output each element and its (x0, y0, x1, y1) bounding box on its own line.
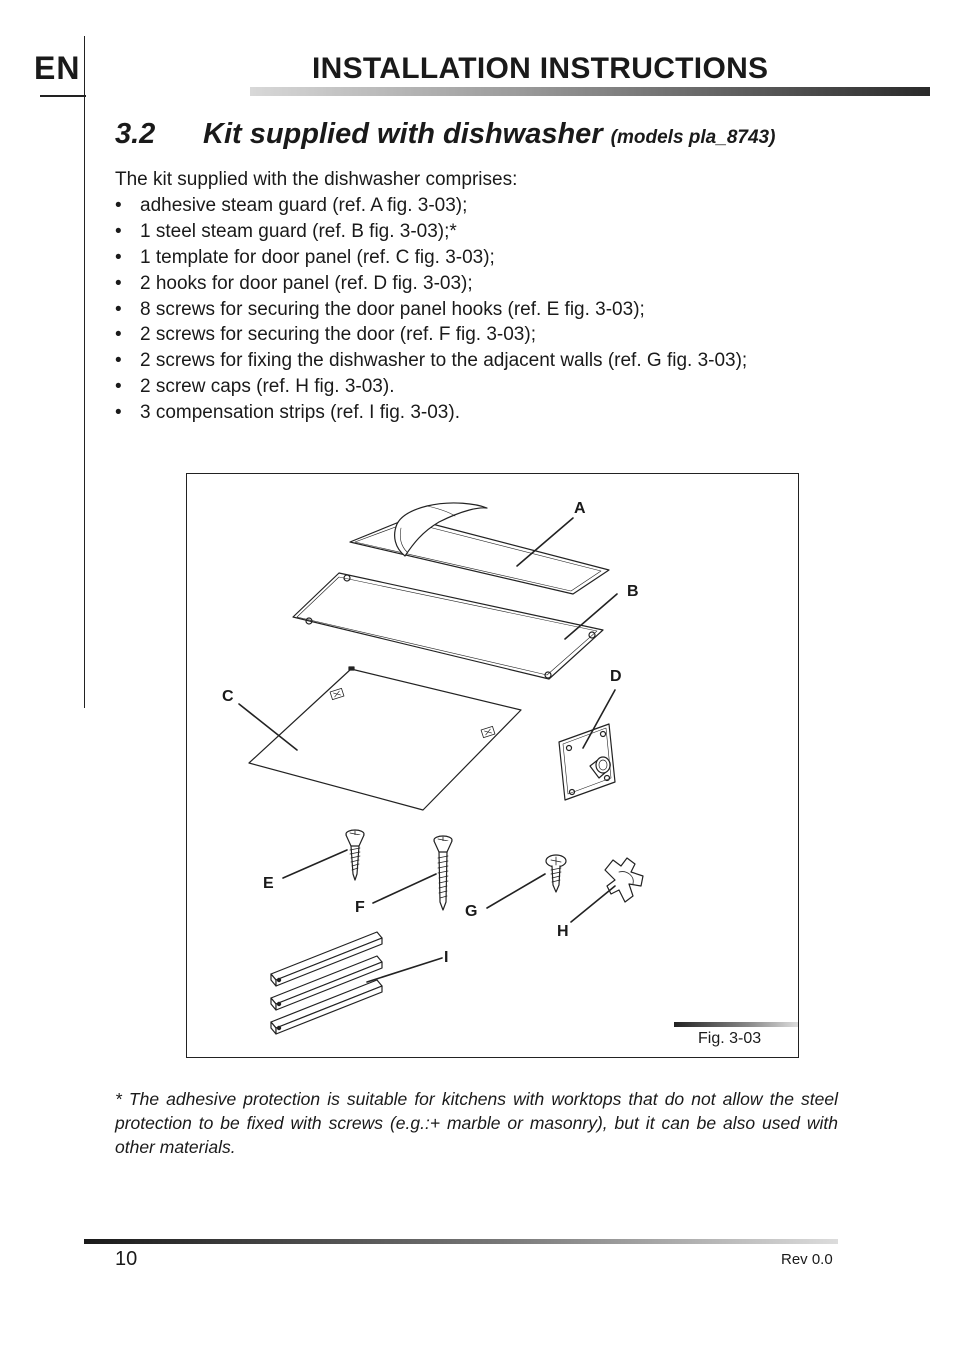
callout-label-i: I (444, 949, 449, 966)
screw-cap-illustration (605, 858, 643, 902)
kit-item-list (115, 195, 747, 428)
door-panel-template-illustration (249, 667, 521, 810)
language-code: EN (34, 50, 81, 86)
bullet-glyph: • (115, 402, 122, 424)
list-item (115, 402, 747, 428)
section-subtitle: (models pla_8743) (610, 127, 776, 148)
list-item-text: 2 screws for securing the door (ref. F fig. 3-03); (140, 324, 536, 346)
list-item-text: adhesive steam guard (ref. A fig. 3-03); (140, 195, 468, 216)
list-item-text: 1 steel steam guard (ref. B fig. 3-03);* (140, 220, 457, 242)
margin-rule (84, 36, 85, 708)
figure-caption: Fig. 3-03 (698, 1030, 762, 1047)
header-left-rule (40, 95, 86, 97)
list-item-text: 2 screws for fixing the dishwasher to the adjacent walls (ref. G fig. 3-03); (140, 350, 748, 372)
compensation-strips-illustration (271, 932, 382, 1034)
callout-label-g: G (465, 903, 478, 920)
list-item (115, 195, 747, 221)
revision-label: Rev 0.0 (781, 1251, 833, 1268)
list-item (115, 299, 747, 325)
list-item (115, 247, 747, 273)
wall-fixing-screw-illustration (546, 855, 566, 892)
bullet-glyph: • (115, 272, 122, 294)
callout-label-c: C (222, 688, 234, 705)
section-number: 3.2 (115, 118, 156, 150)
list-item-text: 1 template for door panel (ref. C fig. 3-03); (140, 246, 495, 268)
footer-gradient-bar (84, 1239, 838, 1244)
callout-label-f: F (355, 899, 365, 916)
list-item (115, 350, 747, 376)
bullet-glyph: • (115, 324, 122, 346)
callout-label-e: E (263, 875, 274, 892)
figure-caption-bar (674, 1022, 798, 1027)
intro-paragraph: The kit supplied with the dishwasher comprises: (115, 169, 518, 190)
bullet-glyph: • (115, 298, 122, 320)
page-number: 10 (115, 1248, 138, 1270)
list-item (115, 273, 747, 299)
bullet-glyph: • (115, 350, 122, 372)
list-item (115, 324, 747, 350)
bullet-glyph: • (115, 220, 122, 242)
callout-label-d: D (610, 668, 622, 685)
list-item-text: 3 compensation strips (ref. I fig. 3-03). (140, 402, 460, 424)
kit-exploded-illustration (187, 474, 798, 1057)
list-item-text: 8 screws for securing the door panel hooks (ref. E fig. 3-03); (140, 298, 645, 320)
callout-label-b: B (627, 583, 639, 600)
footnote: * The adhesive protection is suitable for kitchens with worktops that do not allow the steel protection to be fixed with screws (e.g.:+ marble or masonry), but it can be also used with other materials. (115, 1089, 838, 1157)
section-title-text: Kit supplied with dishwasher (203, 118, 603, 150)
adhesive-steam-guard-illustration (350, 503, 609, 594)
bullet-glyph: • (115, 246, 122, 268)
bullet-glyph: • (115, 195, 122, 216)
door-hook-screw-illustration (346, 830, 364, 880)
door-securing-screw-illustration (434, 836, 452, 910)
list-item (115, 221, 747, 247)
callout-label-h: H (557, 923, 569, 940)
callout-label-a: A (574, 500, 586, 517)
list-item (115, 376, 747, 402)
header-gradient-bar (250, 87, 930, 96)
bullet-glyph: • (115, 376, 122, 398)
section-heading (115, 118, 775, 151)
list-item-text: 2 hooks for door panel (ref. D fig. 3-03); (140, 272, 473, 294)
list-item-text: 2 screw caps (ref. H fig. 3-03). (140, 376, 395, 398)
figure-frame (186, 473, 799, 1058)
door-panel-hook-illustration (559, 724, 615, 800)
page-header-title: INSTALLATION INSTRUCTIONS (312, 52, 769, 85)
